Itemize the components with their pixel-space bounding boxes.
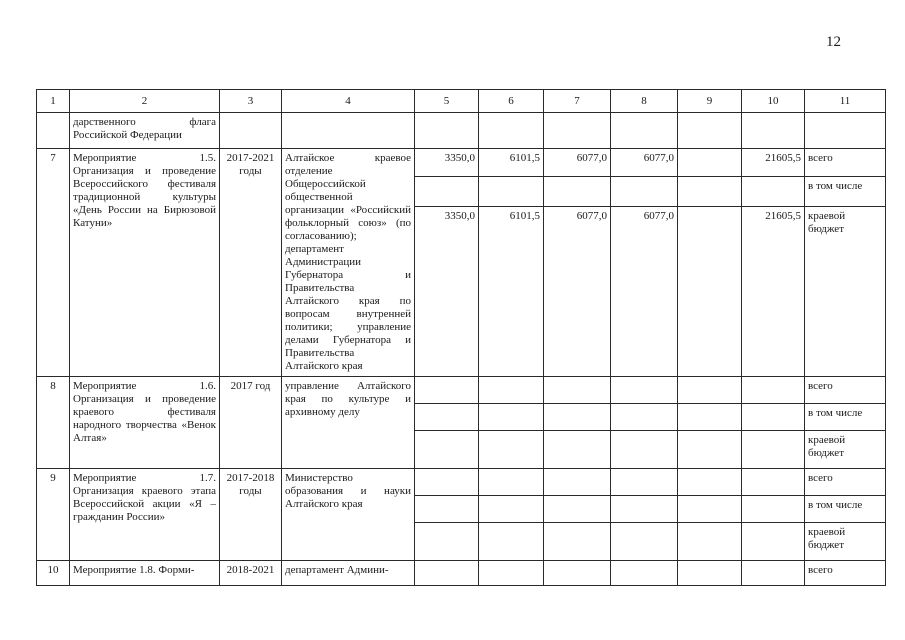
funding-source: краевой бюджет — [805, 431, 886, 469]
value-total: 21605,5 — [742, 206, 805, 376]
funding-source: краевой бюджет — [805, 523, 886, 561]
table-row — [37, 377, 886, 404]
value-2021 — [678, 149, 742, 177]
period: 2017 год — [220, 377, 282, 469]
header-cell: 11 — [805, 90, 886, 113]
table-row — [37, 561, 886, 586]
funding-source: всего — [805, 149, 886, 177]
funding-source: всего — [805, 377, 886, 404]
header-cell: 9 — [678, 90, 742, 113]
value-2018: 6101,5 — [479, 149, 544, 177]
row-number: 9 — [37, 469, 70, 561]
activity-name: Мероприятие 1.5. Организация и проведение Всероссийского фестиваля традиционной культуры «День России на Бирюзовой Катуни» — [70, 149, 220, 377]
value-2020: 6077,0 — [611, 149, 678, 177]
continuation-row — [37, 113, 886, 149]
period: 2017-2018 годы — [220, 469, 282, 561]
table-row — [37, 469, 886, 496]
period: 2017-2021 годы — [220, 149, 282, 377]
activity-name: дарственного флага Российской Федерации — [70, 113, 220, 149]
program-activities-table — [36, 89, 886, 586]
value-2017 — [415, 176, 479, 206]
header-cell: 7 — [544, 90, 611, 113]
activity-name: Мероприятие 1.6. Организация и проведение краевого фестиваля народного творчества «Венок Алтая» — [70, 377, 220, 469]
period: 2018-2021 — [220, 561, 282, 586]
row-number: 7 — [37, 149, 70, 377]
value-2017: 3350,0 — [415, 206, 479, 376]
value-2018 — [479, 176, 544, 206]
header-cell: 6 — [479, 90, 544, 113]
funding-source: всего — [805, 561, 886, 586]
executor: Министерство образования и науки Алтайского края — [282, 469, 415, 561]
executor: Алтайское краевое отделение Общероссийской общественной организации «Российский фольклорный союз» (по согласованию); департамент Администрации Губернатора и Правительства Алтайского края по вопросам внутренней политики; управление делами Губернатора и Правительства Алтайского края — [282, 149, 415, 377]
funding-source: в том числе — [805, 496, 886, 523]
header-cell: 10 — [742, 90, 805, 113]
executor: управление Алтайского края по культуре и архивному делу — [282, 377, 415, 469]
value-2017: 3350,0 — [415, 149, 479, 177]
page-number: 12 — [826, 34, 841, 50]
funding-source: краевой бюджет — [805, 206, 886, 376]
value-2019: 6077,0 — [544, 206, 611, 376]
header-cell: 8 — [611, 90, 678, 113]
value-2019: 6077,0 — [544, 149, 611, 177]
value-2019 — [544, 176, 611, 206]
row-number: 10 — [37, 561, 70, 586]
header-cell: 4 — [282, 90, 415, 113]
value-2021 — [678, 206, 742, 376]
value-2020 — [611, 176, 678, 206]
funding-source: всего — [805, 469, 886, 496]
value-2020: 6077,0 — [611, 206, 678, 376]
row-number: 8 — [37, 377, 70, 469]
header-cell: 2 — [70, 90, 220, 113]
funding-source: в том числе — [805, 404, 886, 431]
header-cell: 5 — [415, 90, 479, 113]
value-total: 21605,5 — [742, 149, 805, 177]
funding-source: в том числе — [805, 176, 886, 206]
activity-name: Мероприятие 1.7. Организация краевого этапа Всероссийской акции «Я – гражданин России» — [70, 469, 220, 561]
header-cell: 3 — [220, 90, 282, 113]
header-cell: 1 — [37, 90, 70, 113]
table-row — [37, 149, 886, 177]
executor: департамент Админи- — [282, 561, 415, 586]
value-total — [742, 176, 805, 206]
activity-name: Мероприятие 1.8. Форми- — [70, 561, 220, 586]
header-row — [37, 90, 886, 113]
value-2021 — [678, 176, 742, 206]
value-2018: 6101,5 — [479, 206, 544, 376]
